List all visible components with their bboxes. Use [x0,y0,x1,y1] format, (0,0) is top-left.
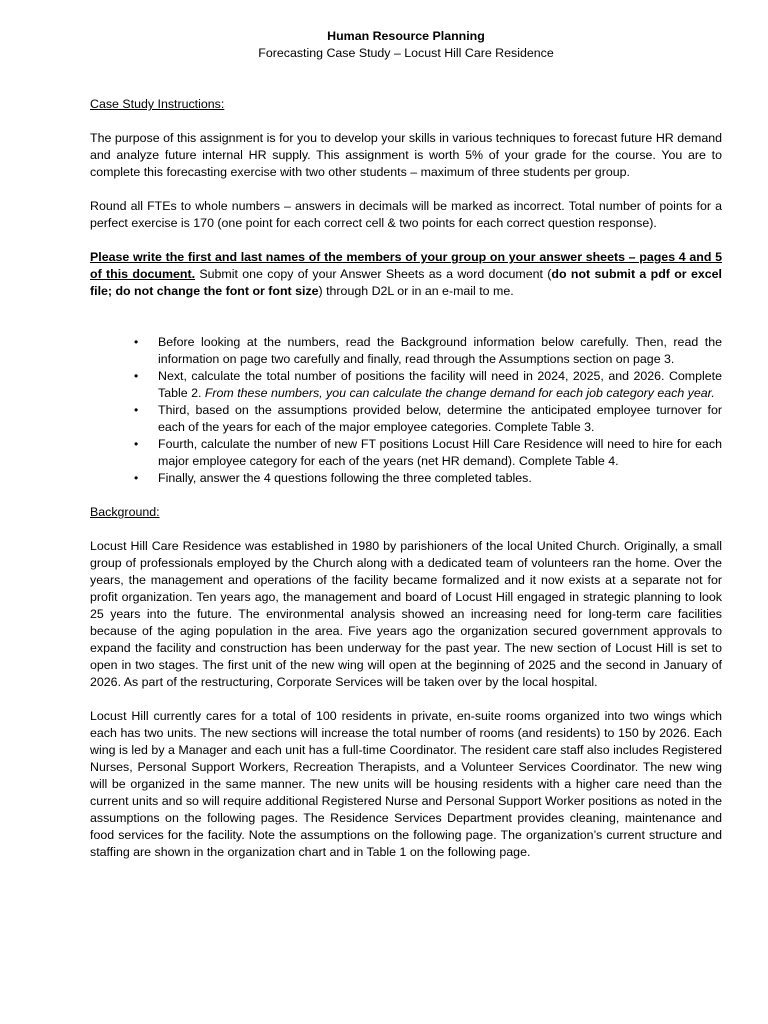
bullet-icon: • [134,471,139,485]
format-warning: do not submit a pdf or excel file; do not change the font or font size [90,267,722,298]
instructions-paragraph-3 [90,249,722,300]
document-subtitle: Forecasting Case Study – Locust Hill Care Residence [258,46,554,60]
instructions-list [90,334,722,487]
submit-instruction-text-2: ) through D2L or in an e-mail to me. [318,284,514,298]
list-item: • Third, based on the assumptions provided below, determine the anticipated employee turnover for each of the years for each of the major employee categories. Complete Table 3. [134,403,722,434]
instructions-paragraph-2: Round all FTEs to whole numbers – answers in decimals will be marked as incorrect. Total number of points for a perfect exercise is 170 (one point for each correct cell & two points for each correct question response). [90,199,722,230]
submit-instruction-text-1: Submit one copy of your Answer Sheets as a word document ( [195,267,552,281]
list-item: • Fourth, calculate the number of new FT positions Locust Hill Care Residence will need to hire for each major employee category for each of the years (net HR demand). Complete Table 4. [134,437,722,468]
bullet-icon: • [134,335,139,349]
list-item: • Before looking at the numbers, read the Background information below carefully. Then, read the information on page two carefully and finally, read through the Assumptions section on page 3. [134,335,722,366]
background-paragraph-2: Locust Hill currently cares for a total of 100 residents in private, en-suite rooms organized into two wings which each has two units. The new sections will increase the total number of rooms (and residents) to 150 by 2026. Each wing is led by a Manager and each unit has a full-time Coordinator. The resident care staff also includes Registered Nurses, Personal Support Workers, Recreation Therapists, and a Volunteer Services Coordinator. The new wing will be organized in the same manner. The new units will be housing residents with a higher care need than the current units and so will require additional Registered Nurse and Personal Support Worker positions as noted in the assumptions on the following pages. The Residence Services Department provides cleaning, maintenance and food services for the facility. Note the assumptions on the following page. The organization’s current structure and staffing are shown in the organization chart and in Table 1 on the following page. [90,709,722,859]
bullet-icon: • [134,403,139,417]
group-names-instruction: Please write the first and last names of the members of your group on your answer sheets – pages 4 and 5 of this document. [90,250,722,281]
document-body [90,28,722,861]
instructions-heading: Case Study Instructions: [90,97,225,111]
list-item: • Finally, answer the 4 questions following the three completed tables. [134,471,532,485]
bullet-icon: • [134,437,139,451]
instructions-paragraph-1: The purpose of this assignment is for you to develop your skills in various techniques to forecast future HR demand and analyze future internal HR supply. This assignment is worth 5% of your grade for the course. You are to complete this forecasting exercise with two other students – maximum of three students per group. [90,131,722,179]
document-title: Human Resource Planning [327,29,485,43]
background-heading: Background: [90,505,160,519]
background-paragraph-1: Locust Hill Care Residence was established in 1980 by parishioners of the local United Church. Originally, a small group of professionals employed by the Church along with a dedicated team of volunteers ran the home. Over the years, the management and operations of the facility became formalized and it now exists at a separate not for profit organization. Ten years ago, the management and board of Locust Hill engaged in strategic planning to look 25 years into the future. The environmental analysis showed an increasing need for long-term care facilities because of the aging population in the area. Five years ago the organization secured government approvals to expand the facility and construction has been underway for the past year. The new section of Locust Hill is set to open in two stages. The first unit of the new wing will open at the beginning of 2025 and the second in January of 2026. As part of the restructuring, Corporate Services will be taken over by the local hospital. [90,539,722,689]
bullet-icon: • [134,369,139,383]
change-demand-note: From these numbers, you can calculate the change demand for each job category each year. [204,386,715,400]
list-item: • Next, calculate the total number of positions the facility will need in 2024, 2025, and 2026. Complete Table 2. From these numbers, you can calculate the change demand for each job category each year. [134,369,722,400]
